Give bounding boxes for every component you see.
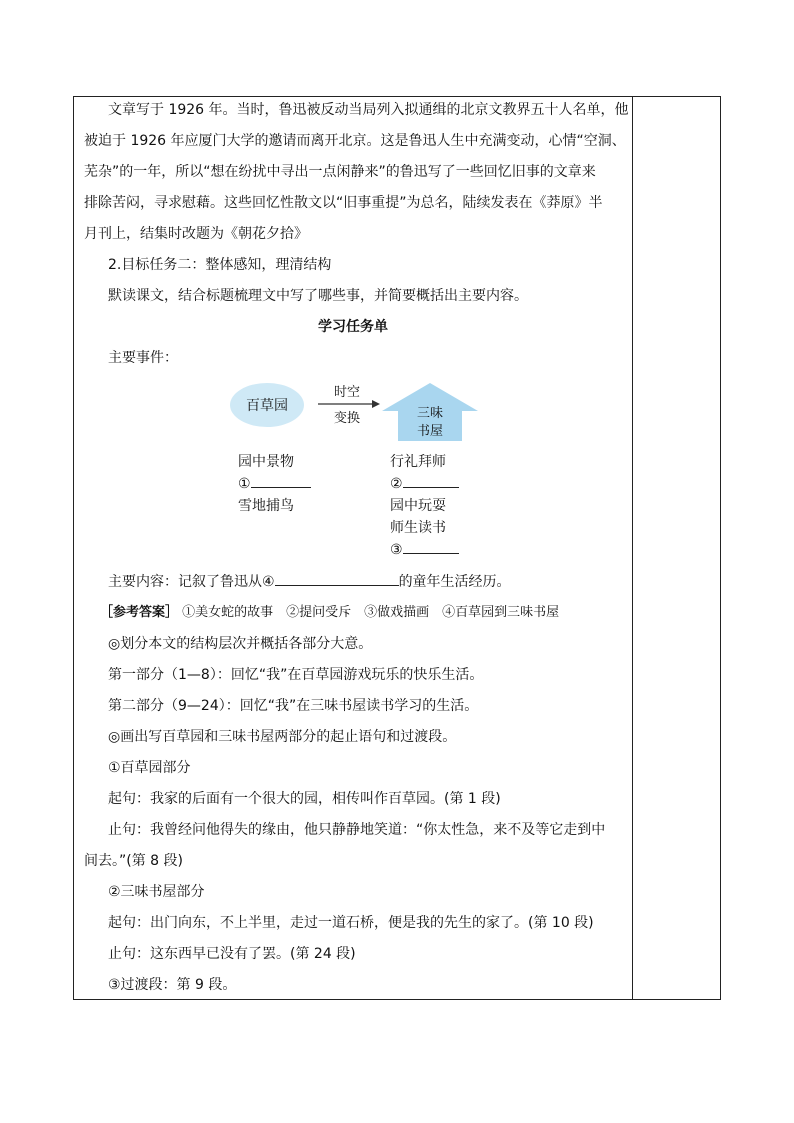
right-item-1: 行礼拜师 xyxy=(390,454,446,470)
reference-answer xyxy=(100,604,658,622)
right-item-4: 师生读书 xyxy=(390,520,446,536)
main-events-label: 主要事件： xyxy=(108,350,178,366)
left-item-1: 园中景物 xyxy=(238,454,294,470)
sanwei-section: ②三味书屋部分 xyxy=(108,884,205,900)
answer-label: ［参考答案］ xyxy=(100,605,179,620)
baicaoyuan-end: 止句：我曾经问他得失的缘由，他只静静地笑道：“你太性急，来不及等它走到中 xyxy=(108,822,606,838)
para1-line-5: 月刊上，结集时改题为《朝花夕拾》 xyxy=(84,226,308,242)
baicaoyuan-oval: 百草园 xyxy=(230,383,304,427)
blank-4 xyxy=(275,585,399,586)
structure-question: ◎划分本文的结构层次并概括各部分大意。 xyxy=(108,636,373,652)
blank-1 xyxy=(251,487,311,488)
task2-title: 2.目标任务二：整体感知，理清结构 xyxy=(108,257,332,273)
worksheet-title: 学习任务单 xyxy=(318,319,388,335)
para1-line-1: 文章写于 1926 年。当时，鲁迅被反动当局列入拟通缉的北京文教界五十人名单，他 xyxy=(108,102,629,118)
answer-text: ①美女蛇的故事 ②提问受斥 ③做戏描画 ④百草园到三味书屋 xyxy=(182,605,560,620)
left-column xyxy=(238,451,311,517)
blank-3 xyxy=(403,553,459,554)
transition-paragraph: ③过渡段：第 9 段。 xyxy=(108,977,237,993)
task2-desc: 默读课文，结合标题梳理文中写了哪些事，并简要概括出主要内容。 xyxy=(108,288,528,304)
sanwei-end: 止句：这东西早已没有了罢。(第 24 段) xyxy=(108,946,356,962)
para1-line-2: 被迫于 1926 年应厦门大学的邀请而离开北京。这是鲁迅人生中充满变动，心情“空洞、 xyxy=(84,133,626,149)
left-item-3: 雪地捕鸟 xyxy=(238,498,294,514)
part-one: 第一部分（1—8）：回忆“我”在百草园游戏玩乐的快乐生活。 xyxy=(108,667,484,683)
arrow-label-bottom: 变换 xyxy=(334,411,361,426)
sanwei-shuwu-label: 三味 书屋 xyxy=(416,406,443,439)
transition-arrow-icon xyxy=(318,399,380,409)
sanwei-start: 起句：出门向东，不上半里，走过一道石桥，便是我的先生的家了。(第 10 段) xyxy=(108,915,594,931)
para1-line-3: 芜杂”的一年，所以“想在纷扰中寻出一点闲静来”的鲁迅写了一些回忆旧事的文章来 xyxy=(84,164,596,180)
para1-line-4: 排除苦闷，寻求慰藉。这些回忆性散文以“旧事重提”为总名，陆续发表在《莽原》半 xyxy=(84,195,603,211)
content-cell xyxy=(74,97,632,999)
left-item-2: ① xyxy=(238,473,311,495)
right-column xyxy=(390,451,459,561)
main-content: 主要内容：记叙了鲁迅从④ 的童年生活经历。 xyxy=(108,574,511,590)
sentences-question: ◎画出写百草园和三味书屋两部分的起止语句和过渡段。 xyxy=(108,729,457,745)
right-item-5: ③ xyxy=(390,539,459,561)
right-item-2: ② xyxy=(390,473,459,495)
right-item-3: 园中玩耍 xyxy=(390,498,446,514)
baicaoyuan-section: ①百草园部分 xyxy=(108,760,191,776)
blank-2 xyxy=(403,487,459,488)
events-diagram xyxy=(224,383,484,569)
part-two: 第二部分（9—24）：回忆“我”在三味书屋读书学习的生活。 xyxy=(108,698,479,714)
lesson-table xyxy=(73,96,721,1000)
baicaoyuan-start: 起句：我家的后面有一个很大的园，相传叫作百草园。(第 1 段) xyxy=(108,791,501,807)
arrow-label-top: 时空 xyxy=(334,385,361,400)
baicaoyuan-end-cont: 间去。”(第 8 段) xyxy=(84,853,183,869)
